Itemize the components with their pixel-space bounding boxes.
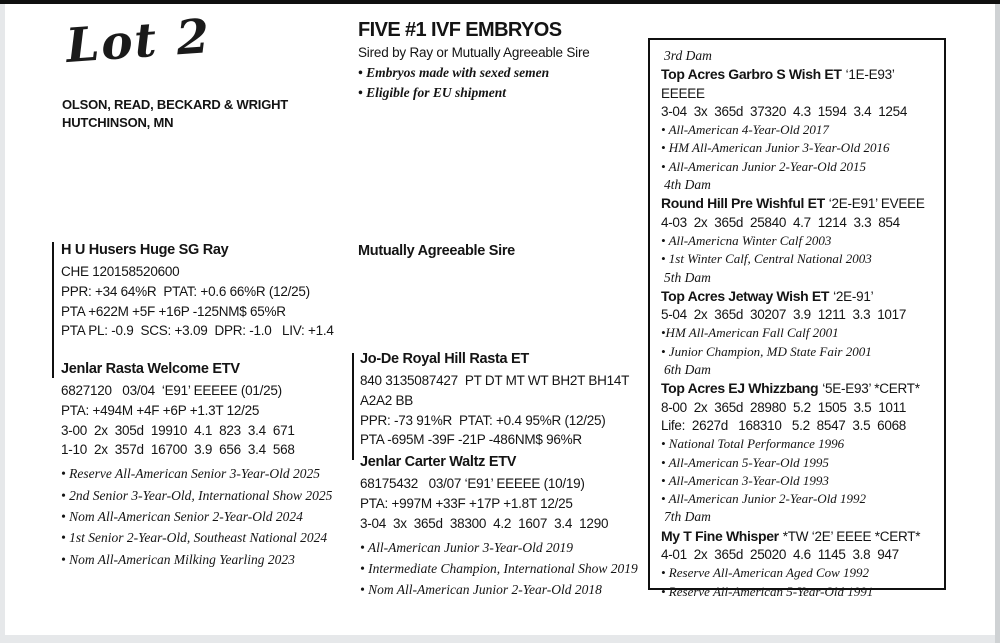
pedigree-line: PTA: +494M +4F +6P +1.3T 12/25 bbox=[61, 402, 260, 418]
lactation-record: 4-03 2x 365d 25840 4.7 1214 3.3 854 bbox=[661, 214, 900, 230]
award-item: • All-American 4-Year-Old 2017 bbox=[661, 122, 829, 138]
maternal-line-block bbox=[360, 349, 665, 601]
consignor-location: HUTCHINSON, MN bbox=[62, 114, 174, 130]
dam-name: Top Acres Garbro S Wish ET bbox=[661, 66, 842, 83]
dam-score: ‘1E-E93’ EEEEE bbox=[661, 67, 898, 101]
lactation-record: 8-00 2x 365d 28980 5.2 1505 3.5 1011 bbox=[661, 399, 907, 415]
offering-note: • Embryos made with sexed semen bbox=[358, 65, 550, 80]
dam-generation-label: 6th Dam bbox=[664, 362, 711, 378]
dam-score: ‘5E-E93’ *CERT* bbox=[822, 381, 920, 397]
pedigree-line: 840 3135087427 PT DT MT WT BH2T BH14T A2A2 BB bbox=[360, 373, 636, 408]
scan-edge-left bbox=[0, 4, 5, 643]
dam-name: Top Acres Jetway Wish ET bbox=[661, 287, 830, 304]
award-item: • 1st Senior 2-Year-Old, Southeast National 2024 bbox=[61, 530, 328, 546]
award-item: • All-American Junior 2-Year-Old 1992 bbox=[661, 491, 867, 507]
award-item: • Nom All-American Senior 2-Year-Old 2024 bbox=[61, 509, 303, 524]
consignor bbox=[62, 96, 288, 131]
pedigree-line: 6827120 03/04 ‘E91’ EEEEE (01/25) bbox=[61, 383, 282, 398]
alt-sire-heading-block bbox=[358, 241, 658, 261]
dam-generation-label: 5th Dam bbox=[664, 269, 711, 285]
dam-name-line bbox=[661, 65, 934, 103]
lactation-record: 5-04 2x 365d 30207 3.9 1211 3.3 1017 bbox=[661, 307, 907, 323]
award-item: • Nom All-American Milking Yearling 2023 bbox=[61, 551, 295, 567]
award-item: • 2nd Senior 3-Year-Old, International Show 2025 bbox=[61, 487, 333, 503]
pedigree-line: 3-00 2x 305d 19910 4.1 823 3.4 671 bbox=[61, 422, 295, 438]
dam-score: ‘2E-91’ bbox=[833, 288, 874, 304]
dam-history-section bbox=[661, 176, 934, 268]
lifetime-record: Life: 2627d 168310 5.2 8547 3.5 6068 bbox=[661, 417, 907, 433]
award-item: • Reserve All-American Aged Cow 1992 bbox=[661, 565, 870, 581]
pedigree-line: 68175432 03/07 ‘E91’ EEEEE (10/19) bbox=[360, 476, 585, 492]
dam-name: Jenlar Rasta Welcome ETV bbox=[61, 361, 240, 377]
dam-name: Top Acres EJ Whizzbang bbox=[661, 380, 819, 397]
offering-header bbox=[358, 19, 658, 102]
award-item: • National Total Performance 1996 bbox=[661, 436, 845, 452]
lactation-record: 4-01 2x 365d 25020 4.6 1145 3.8 947 bbox=[661, 547, 899, 563]
pedigree-line: PTA PL: -0.9 SCS: +3.09 DPR: -1.0 LIV: +1.4 bbox=[61, 323, 334, 339]
dam-awards bbox=[61, 463, 361, 570]
dam-name-line bbox=[661, 194, 934, 213]
lot-number: Lot 2 bbox=[64, 9, 213, 74]
dam-history-section bbox=[661, 269, 934, 361]
dam-name: My T Fine Whisper bbox=[661, 527, 779, 544]
award-item: • All-Americna Winter Calf 2003 bbox=[661, 232, 832, 248]
dam-generation-label: 7th Dam bbox=[664, 509, 711, 525]
dam-score: ‘2E-E91’ EVEEE bbox=[828, 196, 925, 212]
award-item: • Junior Champion, MD State Fair 2001 bbox=[661, 343, 872, 359]
offering-subtitle: Sired by Ray or Mutually Agreeable Sire bbox=[358, 45, 590, 60]
award-item: • 1st Winter Calf, Central National 2003 bbox=[661, 251, 872, 267]
pedigree-line: PTA: +997M +33F +17P +1.8T 12/25 bbox=[360, 495, 573, 511]
top-rule-divider bbox=[0, 0, 1000, 4]
grandam-name: Jenlar Carter Waltz ETV bbox=[360, 454, 517, 471]
award-item: • Reserve All-American Senior 3-Year-Old 2025 bbox=[61, 466, 321, 482]
dam-name-line bbox=[661, 527, 934, 546]
dam-history-box bbox=[648, 38, 946, 599]
sire-name: H U Husers Huge SG Ray bbox=[61, 242, 229, 258]
dam-generation-label: 3rd Dam bbox=[664, 48, 712, 63]
pedigree-line: PTA +622M +5F +16P -125NM$ 65%R bbox=[61, 303, 286, 319]
pedigree-line: CHE 120158520600 bbox=[61, 264, 180, 279]
award-item: •HM All-American Fall Calf 2001 bbox=[661, 325, 839, 341]
scan-edge-bottom bbox=[0, 635, 1000, 643]
consignor-names: OLSON, READ, BECKARD & WRIGHT bbox=[62, 97, 289, 112]
pedigree-line: PPR: +34 64%R PTAT: +0.6 66%R (12/25) bbox=[61, 283, 310, 299]
award-item: • All-American Junior 2-Year-Old 2015 bbox=[661, 158, 867, 174]
alt-sire-heading: Mutually Agreeable Sire bbox=[358, 243, 515, 259]
dam-name-line bbox=[661, 379, 934, 398]
offering-notes bbox=[358, 63, 658, 102]
dam-history-section bbox=[661, 47, 934, 176]
award-item: • All-American Junior 3-Year-Old 2019 bbox=[360, 539, 573, 555]
dam-name-line bbox=[661, 287, 934, 306]
lactation-record: 3-04 3x 365d 37320 4.3 1594 3.4 1254 bbox=[661, 103, 908, 119]
dam-score: *TW ‘2E’ EEEE *CERT* bbox=[782, 528, 921, 544]
award-item: • Intermediate Champion, International Show 2019 bbox=[360, 560, 638, 576]
pedigree-line: PPR: -73 91%R PTAT: +0.4 95%R (12/25) bbox=[360, 412, 606, 428]
scan-edge-right bbox=[995, 4, 1000, 643]
dam-name: Round Hill Pre Wishful ET bbox=[661, 195, 825, 212]
pedigree-line: 1-10 2x 357d 16700 3.9 656 3.4 568 bbox=[61, 442, 295, 458]
pedigree-line: PTA -695M -39F -21P -486NM$ 96%R bbox=[360, 432, 582, 448]
offering-title: FIVE #1 IVF EMBRYOS bbox=[358, 19, 562, 41]
dam-block bbox=[61, 359, 361, 570]
sire-block bbox=[61, 240, 361, 341]
maternal-sire-name: Jo-De Royal Hill Rasta ET bbox=[360, 351, 529, 367]
award-item: • All-American 3-Year-Old 1993 bbox=[661, 472, 829, 488]
pedigree-bracket-left bbox=[52, 242, 54, 378]
award-item: • All-American 5-Year-Old 1995 bbox=[661, 454, 829, 470]
award-item: • HM All-American Junior 3-Year-Old 2016 bbox=[661, 140, 890, 156]
award-item: • Reserve All-American 5-Year-Old 1991 bbox=[661, 583, 874, 599]
dam-history-section bbox=[661, 361, 934, 508]
award-item: • Nom All-American Junior 2-Year-Old 2018 bbox=[360, 582, 602, 598]
offering-note: • Eligible for EU shipment bbox=[358, 84, 506, 100]
grandam-awards bbox=[360, 537, 665, 601]
dam-history-section bbox=[661, 508, 934, 600]
dam-generation-label: 4th Dam bbox=[664, 177, 711, 193]
pedigree-line: 3-04 3x 365d 38300 4.2 1607 3.4 1290 bbox=[360, 515, 609, 531]
